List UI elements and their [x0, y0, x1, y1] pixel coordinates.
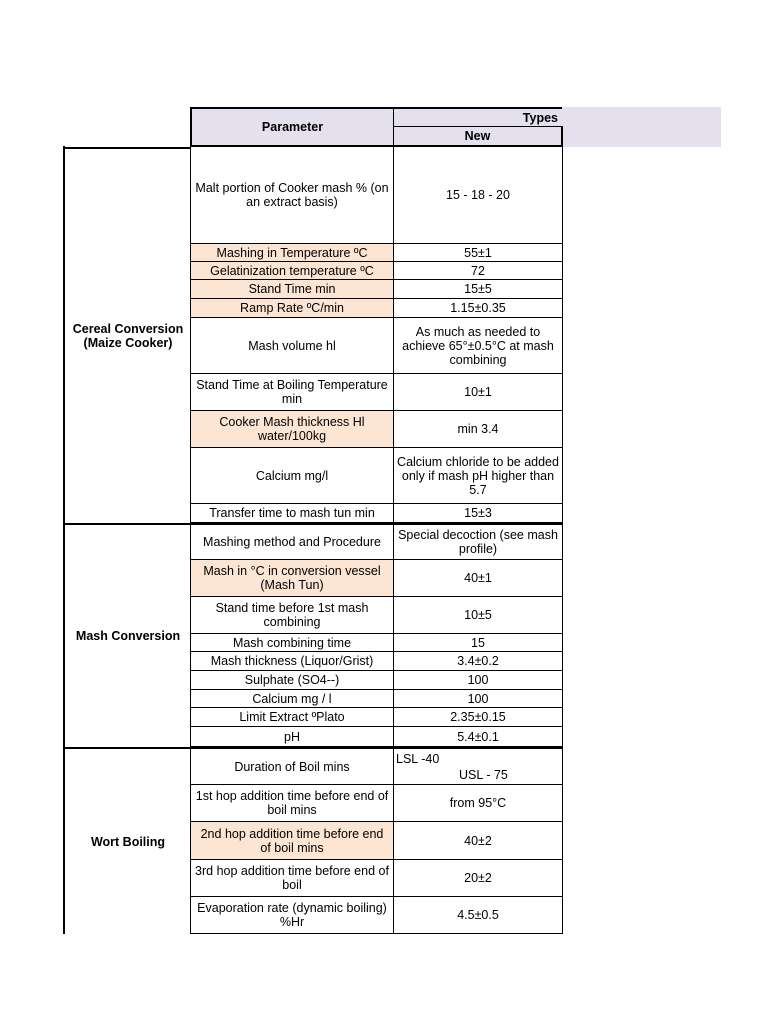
parameter-cell: Limit Extract ºPlato [190, 708, 394, 727]
value-cell: 40±2 [394, 822, 563, 860]
parameter-cell: Mashing method and Procedure [190, 523, 394, 560]
parameter-cell: Stand Time at Boiling Temperature min [190, 374, 394, 411]
parameter-cell: Mashing in Temperature ºC [190, 244, 394, 262]
parameter-cell: 3rd hop addition time before end of boil [190, 860, 394, 897]
value-cell: 15 - 18 - 20 [394, 147, 563, 244]
value-cell: 3.4±0.2 [394, 652, 563, 671]
parameter-cell: Calcium mg/l [190, 448, 394, 504]
parameter-cell: Malt portion of Cooker mash % (on an extract basis) [190, 147, 394, 244]
value-cell: 100 [394, 690, 563, 708]
parameter-cell: Evaporation rate (dynamic boiling) %Hr [190, 897, 394, 934]
parameter-cell: Transfer time to mash tun min [190, 504, 394, 523]
value-cell: 4.5±0.5 [394, 897, 563, 934]
value-cell: 2.35±0.15 [394, 708, 563, 727]
group-label: Mash Conversion [63, 523, 191, 747]
value-cell: 40±1 [394, 560, 563, 597]
value-cell: 15±3 [394, 504, 563, 523]
value-cell [394, 747, 563, 785]
value-cell: 5.4±0.1 [394, 727, 563, 747]
group-border-line [63, 146, 65, 934]
value-cell: 10±1 [394, 374, 563, 411]
value-cell: 100 [394, 671, 563, 690]
value-cell: 10±5 [394, 597, 563, 634]
value-cell: 15±5 [394, 280, 563, 299]
parameter-cell: Stand time before 1st mash combining [190, 597, 394, 634]
header-new: New [394, 126, 563, 147]
parameter-cell: 2nd hop addition time before end of boil mins [190, 822, 394, 860]
group-label: Wort Boiling [63, 747, 191, 934]
header-types: Types [394, 107, 562, 127]
value-cell: min 3.4 [394, 411, 563, 448]
value-cell: 15 [394, 634, 563, 652]
lsl-value: LSL -40 [396, 752, 440, 766]
parameter-cell: Ramp Rate ºC/min [190, 299, 394, 318]
group-label: Cereal Conversion (Maize Cooker) [63, 147, 191, 523]
parameter-cell: Gelatinization temperature ºC [190, 262, 394, 280]
parameter-cell: Cooker Mash thickness Hl water/100kg [190, 411, 394, 448]
parameter-cell: Stand Time min [190, 280, 394, 299]
value-cell: Calcium chloride to be added only if mash pH higher than 5.7 [394, 448, 563, 504]
usl-value: USL - 75 [459, 768, 508, 782]
parameter-cell: Mash in °C in conversion vessel (Mash Tun) [190, 560, 394, 597]
header-parameter: Parameter [190, 107, 394, 147]
parameter-cell: Calcium mg / l [190, 690, 394, 708]
value-cell: 72 [394, 262, 563, 280]
parameter-cell: Mash thickness (Liquor/Grist) [190, 652, 394, 671]
value-cell: Special decoction (see mash profile) [394, 523, 563, 560]
value-cell: 1.15±0.35 [394, 299, 563, 318]
parameter-cell: Duration of Boil mins [190, 747, 394, 785]
parameter-cell: pH [190, 727, 394, 747]
value-cell: from 95°C [394, 785, 563, 822]
parameter-cell: Sulphate (SO4--) [190, 671, 394, 690]
value-cell: 20±2 [394, 860, 563, 897]
parameter-cell: 1st hop addition time before end of boil mins [190, 785, 394, 822]
value-cell: As much as needed to achieve 65°±0.5°C at mash combining [394, 318, 563, 374]
parameter-cell: Mash combining time [190, 634, 394, 652]
parameter-cell: Mash volume hl [190, 318, 394, 374]
value-cell: 55±1 [394, 244, 563, 262]
